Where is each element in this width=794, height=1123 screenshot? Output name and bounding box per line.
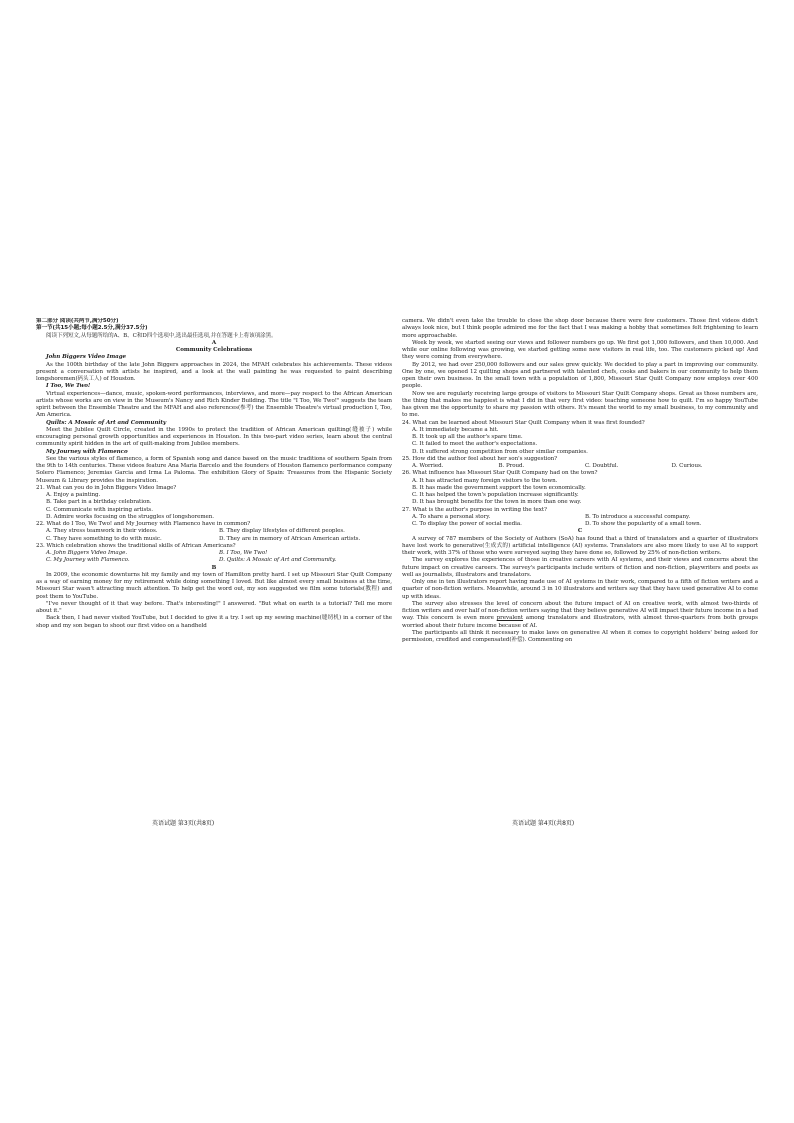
paragraph-b3: Back then, I had never visited YouTube, but I decided to give it a try. I set up my sewing machine(缝纫机) in a corner of the shop and my son began to shoot our first video on a handheld	[36, 615, 392, 629]
paragraph-c4	[402, 601, 758, 630]
paragraph-c3: Only one in ten illustrators report having made use of AI systems in their work, compared to a fifth of fiction writers and a quarter of non-fiction writers. Meanwhile, around 3 in 10 illustrators and writers say that they have used generative AI to come up with ideas.	[402, 579, 758, 600]
paragraph-i-too: Virtual experiences—dance, music, spoken-word performances, interviews, and more—pay respect to the African American artists whose works are on view in the Museum's Nancy and Rich Kinder Building. The title "I Too, We Two!" suggests the team spirit between the Ensemble Theatre and the MFAH and also references(参考) the Ensemble Theatre's virtual production I, Too, Am America.	[36, 390, 392, 419]
options-27-row1	[402, 514, 758, 521]
options-23-row1	[36, 550, 392, 557]
paragraph-c4-start: The survey also stresses the level of concern about the future impact of AI on creative work, with almost two-thirds of fiction writers and over half of non-fiction writers saying that they believe generative AI will impact their future income in a bad way. This concern is even more	[402, 600, 758, 622]
paragraph-r4: Now we are regularly receiving large groups of visitors to Missouri Star Quilt Company shops. Great as those numbers are, the thing that makes me happiest is what I did in that very first video: teaching someone how to quilt. I'm so happy YouTube has given me the opportunity to share my passion with others. It's meant the world to my small business, to my community and to me.	[402, 390, 758, 419]
option-25c: C. Doubtful.	[585, 463, 619, 469]
question-25: 25. How did the author feel about her son's suggestion?	[402, 455, 558, 462]
passage-a-title: Community Celebrations	[175, 347, 253, 353]
page-footer-4: 英语试题 第4页(共8页)	[512, 820, 575, 827]
paragraph-c5: The participants all think it necessary to make laws on generative AI when it comes to copyright holders' being asked for permission, credited and compensated(补偿). Commenting on	[402, 629, 758, 643]
option-23a: A. John Biggers Video Image.	[46, 550, 128, 556]
passage-c-letter: C	[577, 528, 583, 535]
underlined-word-prevalent: prevalent	[496, 615, 524, 622]
option-21a: A. Enjoy a painting.	[46, 492, 101, 498]
option-26b: B. It has made the government support the town economically.	[412, 484, 586, 491]
option-23d: D. Quilts: A Mosaic of Art and Community.	[219, 557, 337, 564]
option-22d: D. They are in memory of African American artists.	[219, 535, 361, 542]
paragraph-r3: By 2012, we had over 250,000 followers and our sales grew quickly. We decided to play a part in improving our community. One by one, we opened 12 quilting shops and partnered with talented chefs, cooks and bakers in our community to help them open their own business. In the small town with a population of 1,800, Missouri Star Quilt Company now employs over 400 people.	[402, 361, 758, 390]
paragraph-b2: "I've never thought of it that way before. That's interesting!" I answered. "But what on earth is a tutorial? Tell me more about it."	[36, 600, 392, 614]
option-24c: C. It failed to meet the author's expectations.	[412, 441, 538, 448]
option-21b: B. Take part in a birthday celebration.	[46, 499, 152, 506]
options-22-row1	[36, 528, 392, 535]
option-27a: A. To share a personal story.	[412, 513, 491, 520]
right-page-column	[402, 318, 758, 808]
question-23: 23. Which celebration shows the traditional skills of African Americans?	[36, 542, 236, 549]
option-26a: A. It has attracted many foreign visitors to the town.	[412, 477, 558, 484]
option-26c: C. It has helped the town's population increase significantly.	[412, 492, 579, 498]
left-page-column	[36, 318, 392, 808]
option-25d: D. Curious.	[671, 463, 703, 469]
question-27: 27. What is the author's purpose in writing the text?	[402, 506, 547, 513]
page-footer-3: 英语试题 第3页(共8页)	[152, 820, 215, 827]
option-21d: D. Admire works focusing on the struggles of longshoremen.	[46, 513, 215, 520]
paragraph-r2: Week by week, we started seeing our views and follower numbers go up. We first got 1,000 followers, and then 10,000. And while our online following was growing, we started getting some new visitors in real life, too. The customers picked up! And they were coming from everywhere.	[402, 339, 758, 361]
subheading-flamenco: My Journey with Flamenco	[46, 448, 128, 455]
option-23c: C. My Journey with Flamenco.	[46, 557, 130, 564]
option-25a: A. Worried.	[412, 463, 444, 469]
paragraph-c4-end: among translators and illustrators, with almost three-quarters from both groups worried about their future income because of AI.	[402, 615, 758, 629]
question-24: 24. What can be learned about Missouri Star Quilt Company when it was first founded?	[402, 419, 645, 426]
paragraph-flamenco: See the various styles of flamenco, a form of Spanish song and dance based on the music traditions of southern Spain from the 9th to 14th centuries. These videos feature Ana Maria Barcelo and the founders of Houston flamenco performance company Solero Flamenco; Jeremias Garcia and Irma La Paloma. The exhibition Glory of Spain: Treasures from the Hispanic Society Museum & Library provides the inspiration.	[36, 455, 392, 484]
options-25-row	[402, 463, 758, 470]
option-21c: C. Communicate with inspiring artists.	[46, 506, 153, 513]
paragraph-b1: In 2009, the economic downturns hit my family and my town of Hamilton pretty hard. I set up Missouri Star Quilt Company as a way of earning money for my retirement while doing something I loved. But like almost every small business at the time, Missouri Star wasn't attracting much attention. To help get the word out, my son suggested we film some tutorials(教程) and post them to YouTube.	[36, 571, 392, 600]
option-23b: B. I Too, We Two!	[219, 550, 268, 556]
paragraph-r1: camera. We didn't even take the trouble to close the shop door because there were few customers. Those first videos didn't always look nice, but I think people admired me for the fact that I was making a hobby that sometimes felt frightening to learn more approachable.	[402, 318, 758, 339]
option-22b: B. They display lifestyles of different peoples.	[219, 528, 345, 535]
options-23-row2	[36, 557, 392, 564]
option-27d: D. To show the popularity of a small town.	[585, 521, 702, 527]
option-22c: C. They have something to do with music.	[46, 535, 162, 542]
subheading-biggers: John Biggers Video Image	[46, 354, 126, 361]
question-21: 21. What can you do in John Biggers Video Image?	[36, 484, 177, 491]
passage-a-letter: A	[211, 339, 217, 346]
option-24d: D. It suffered strong competition from other similar companies.	[412, 448, 588, 455]
options-27-row2	[402, 521, 758, 528]
section-heading: 第二部分 阅读(共两节,满分50分)	[36, 318, 119, 324]
option-26d: D. It has brought benefits for the town in more than one way.	[412, 499, 582, 506]
paragraph-quilts: Meet the Jubilee Quilt Circle, created in the 1990s to protect the tradition of African American quilting(缝被子) while encouraging personal growth opportunities and experiences in Houston. In this two-part video series, learn about the central community spirit hidden in the art of quilt-making from Jubilee members.	[36, 426, 392, 448]
subheading-i-too: I Too, We Two!	[46, 383, 91, 390]
instruction-text: 阅读下列短文,从每题所给的A、B、C和D四个选项中,选出最佳选项,并在答题卡上将该项涂黑。	[46, 332, 277, 339]
option-27b: B. To introduce a successful company.	[585, 513, 691, 520]
option-24b: B. It took up all the author's spare time.	[412, 434, 523, 440]
option-22a: A. They stress teamwork in their videos.	[46, 528, 158, 535]
subheading-quilts: Quilts: A Mosaic of Art and Community	[46, 419, 167, 426]
exam-page-spread	[32, 318, 762, 828]
option-24a: A. It immediately became a hit.	[412, 426, 499, 433]
question-22: 22. What do I Too, We Two! and My Journey with Flamenco have in common?	[36, 521, 251, 527]
part-heading: 第一节(共15小题;每小题2.5分,满分37.5分)	[36, 325, 148, 332]
option-27c: C. To display the power of social media.	[412, 521, 522, 527]
paragraph-c1: A survey of 787 members of the Society of Authors (SoA) has found that a third of translators and a quarter of illustrators have lost work to generative(生成式的) artificial intelligence (AI) systems. Translators are also more likely to use AI to support their work, with 37% of those who were surveyed saying they have done so, followed by 25% of non-fiction writers.	[402, 535, 758, 556]
paragraph-biggers: As the 100th birthday of the late John Biggers approaches in 2024, the MFAH celebrates his achievements. These videos present a conversation with artists he inspired, and a look at the wall painting he was requested to paint describing longshoremen(码头工人) of Houston.	[36, 361, 392, 382]
question-26: 26. What influence has Missouri Star Quilt Company had on the town?	[402, 470, 598, 477]
passage-b-letter: B	[211, 564, 217, 571]
paragraph-c2: The survey explores the experiences of those in creative careers with AI systems, and their views and concerns about the future impact on creative careers. The survey's participants include writers of fiction and non-fiction, playwriters and poets as well as journalists, illustrators and translators.	[402, 557, 758, 578]
option-25b: B. Proud.	[498, 463, 525, 469]
options-22-row2	[36, 536, 392, 543]
